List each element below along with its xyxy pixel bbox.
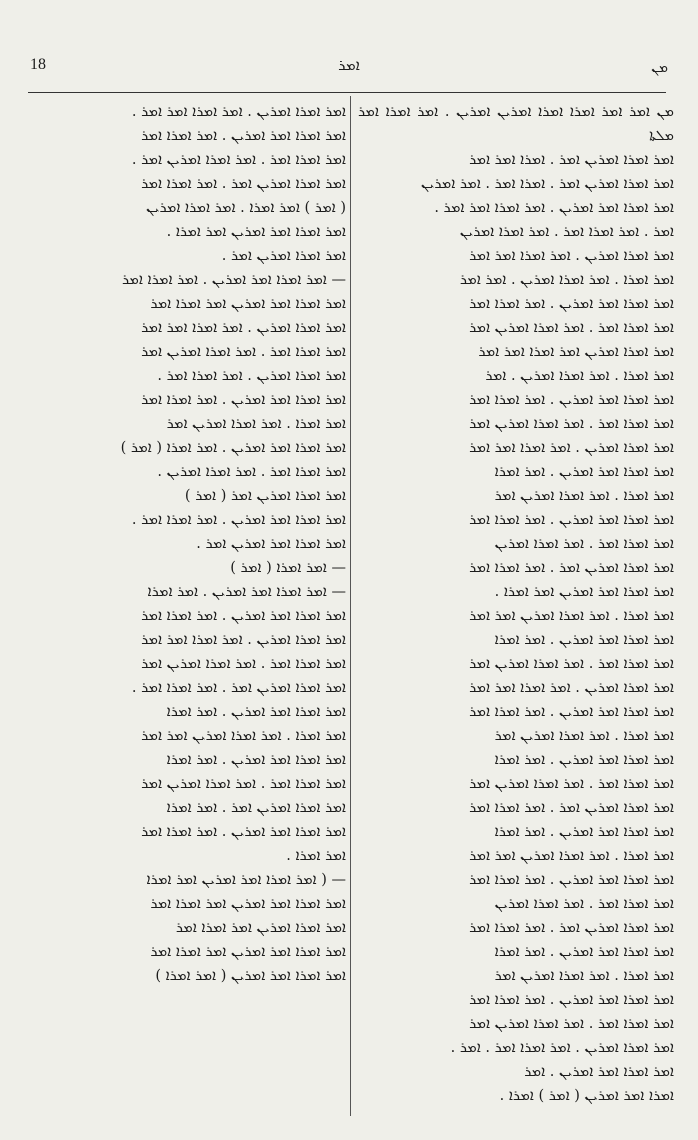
text-line: — ( ܐܡܪ ܐܡܪܐ ܐܡܪ ܐܡܪܝܢ ܐܡܪ ܐܡܪܐ <box>146 872 346 888</box>
text-line: ܐܡܪ ܐܡܪܐ . ܐܡܪ ܐܡܪܐ ܐܡܪܝܢ . ܐܡܪ ܐܡܪ <box>459 272 674 288</box>
text-line: ܐܡܪ ܐܡܪܐ ܐܡܪ ܐܡܪܝܢ . ܐܡܪ ܐܡܪܐ <box>494 464 674 480</box>
text-line: ܐܡܪ ܐܡܪܐ ܐܡܪ ܐܡܪܝܢ . ܐܡܪ ܐܡܪܐ <box>494 752 674 768</box>
text-line: — ܐܡܪ ܐܡܪܐ ( ܐܡܪ ) <box>230 560 346 576</box>
text-line: ( ܐܡܪ ) ܐܡܪ ܐܡܪܐ . ܐܡܪ ܐܡܪܐ ܐܡܪܝܢ <box>146 200 346 216</box>
text-line: ܐܡܪ ܐܡܪܐ ܐܡܪ ܐܡܪܝܢ . ܐܡܪ ܐܡܪܐ ܐܡܪ . <box>131 512 346 528</box>
text-line: ܐܡܪ ܐܡܪܐ ܐܡܪ ܐܡܪܝܢ ܐܡܪ . <box>196 536 346 552</box>
text-line: ܐܡܪ ܐܡܪܐ ܐܡܪ ܐܡܪܝܢ . ܐܡܪ ܐܡܪܐ ܐܡܪ ܐܡܪ . <box>434 200 674 216</box>
running-title: ܐܡܪ <box>338 56 360 74</box>
text-line: ܐܡܪ ܐܡܪܐ ܐܡܪ ܐܡܪܝܢ . ܐܡܪ ܐܡܪܐ ܐܡܪ <box>469 872 674 888</box>
text-line: ܐܡܪ ܐܡܪܐ ܐܡܪܝܢ ܐܡܪ . ܐܡܪ ܐܡܪܐ ܐܡܪ <box>469 920 674 936</box>
text-line: ܐܡܪ ܐܡܪܐ ܐܡܪܝܢ ܐܡܪ . ܐܡܪܐ ܐܡܪ . ܐܡܪ ܐܡܪܝܢ <box>420 176 674 192</box>
text-line: ܐܡܪ ܐܡܪܐ ܐܡܪܝܢ . ܐܡܪ ܐܡܪܐ ܐܡܪ ܐܡܪ <box>141 320 346 336</box>
text-line: ܐܡܪ ܐܡܪܐ ܐܡܪ . ܐܡܪ ܐܡܪܐ ܐܡܪܝܢ ܐܡܪ . <box>131 152 346 168</box>
text-line: ܐܡܪ ܐܡܪܐ ܐܡܪܝܢ . ܐܡܪ ܐܡܪܐ ܐܡܪ . <box>157 368 346 384</box>
text-line: ܐܡܪ ܐܡܪܐ ܐܡܪ . ܐܡܪ ܐܡܪܐ ܐܡܪܝܢ <box>494 536 674 552</box>
text-line: ܐܡܪ ܐܡܪܐ ܐܡܪ . ܐܡܪ ܐܡܪܐ ܐܡܪܝܢ <box>494 896 674 912</box>
text-line: ܐܡܪ ܐܡܪܐ ܐܡܪܝܢ ܐܡܪ ( ܐܡܪ ) <box>184 488 346 504</box>
text-line: ܐܡܪ ܐܡܪܐ . ܐܡܪ ܐܡܪܐ ܐܡܪܝܢ ܐܡܪ ܐܡܪ <box>469 848 674 864</box>
text-line: ܐܡܪ ܐܡܪܐ . ܐܡܪ ܐܡܪܐ ܐܡܪܝܢ ܐܡܪ <box>494 488 674 504</box>
text-line: ܐܡܪ ܐܡܪܐ . ܐܡܪ ܐܡܪܐ ܐܡܪܝܢ . ܐܡܪ <box>485 368 674 384</box>
text-line: ܐܡܪ ܐܡܪܐ ܐܡܪ . ܐܡܪ ܐܡܪܐ ܐܡܪܝܢ ܐܡܪ <box>469 320 674 336</box>
text-line: ܐܡܪ ܐܡܪܐ ܐܡܪ . ܐܡܪ ܐܡܪܐ ܐܡܪܝܢ ܐܡܪ <box>141 776 346 792</box>
text-line: ܐܡܪ ܐܡܪܐ ܐܡܪ ܐܡܪܝܢ . ܐܡܪ ܐܡܪܐ ܐܡܪ <box>469 296 674 312</box>
catchword: ܡܢ <box>651 60 668 76</box>
text-line: ܐܡܪ ܐܡܪܐ ܐܡܪ . ܐܡܪ ܐܡܪܐ ܐܡܪܝܢ ܐܡܪ <box>141 344 346 360</box>
text-line: ܐܡܪ ܐܡܪܐ . <box>286 848 346 864</box>
text-line: ܐܡܪ ܐܡܪܐ ܐܡܪ ܐܡܪܝܢ ܐܡܪ ܐܡܪܐ . <box>494 584 674 600</box>
text-line: ܐܡܪ ܐܡܪܐ ܐܡܪ ܐܡܪܝܢ . ܐܡܪ ܐܡܪܐ ܐܡܪ <box>141 824 346 840</box>
text-line: ܐܡܪ ܐܡܪܐ . ܐܡܪ ܐܡܪܐ ܐܡܪܝܢ ܐܡܪ <box>166 416 346 432</box>
text-line: ܐܡܪ ܐܡܪܐ ܐܡܪ ܐܡܪܝܢ . ܐܡܪ ܐܡܪܐ ܐܡܪ <box>141 128 346 144</box>
text-line: ܐܡܪ ܐܡܪܐ ܐܡܪܝܢ ܐܡܪ . ܐܡܪ ܐܡܪܐ ܐܡܪ . <box>131 680 346 696</box>
text-line: ܐܡܪ ܐܡܪܐ ܐܡܪ ܐܡܪܝܢ . ܐܡܪ <box>524 1064 674 1080</box>
text-line: ܐܡܪ ܐܡܪܐ ܐܡܪ ܐܡܪܝܢ . ܐܡܪ ܐܡܪܐ <box>166 752 346 768</box>
text-line: ܐܡܪ ܐܡܪܐ ܐܡܪ ܐܡܪܝܢ ( ܐܡܪ ܐܡܪܐ ) <box>155 968 346 984</box>
text-line: ܡܢ ܐܡܪ ܐܡܪ ܐܡܪܐ ܐܡܪܐ ܐܡܪܝܢ ܐܡܪܝܢ . ܐܡܪ ܐܡܪܐ ܐܡܪ ܡܠܬܐ <box>358 104 674 144</box>
text-line: ܐܡܪ . ܐܡܪ ܐܡܪܐ ܐܡܪ . ܐܡܪ ܐܡܪܐ ܐܡܪܝܢ <box>459 224 674 240</box>
text-line: ܐܡܪ ܐܡܪܐ ܐܡܪܝܢ ܐܡܪ . ܐܡܪ ܐܡܪܐ <box>166 800 346 816</box>
text-line: ܐܡܪ ܐܡܪܐ ܐܡܪܝܢ . ܐܡܪ ܐܡܪܐ ܐܡܪ ܐܡܪ <box>141 632 346 648</box>
text-line: ܐܡܪ ܐܡܪܐ ܐܡܪ . ܐܡܪ ܐܡܪܐ ܐܡܪܝܢ ܐܡܪ <box>469 416 674 432</box>
text-line: ܐܡܪ ܐܡܪܐ . ܐܡܪ ܐܡܪܐ ܐܡܪܝܢ ܐܡܪ <box>494 728 674 744</box>
text-line: ܐܡܪ ܐܡܪܐ ܐܡܪܝܢ ܐܡܪ . ܐܡܪܐ ܐܡܪ ܐܡܪ <box>469 152 674 168</box>
text-line: ܐܡܪ ܐܡܪܐ ܐܡܪ ܐܡܪܝܢ ܐܡܪ ܐܡܪܐ ܐܡܪ <box>150 944 346 960</box>
text-line: ܐܡܪ ܐܡܪܐ ܐܡܪ ܐܡܪܝܢ . ܐܡܪ ܐܡܪܐ <box>494 944 674 960</box>
text-line: ܐܡܪ ܐܡܪܐ ܐܡܪ . ܐܡܪ ܐܡܪܐ ܐܡܪܝܢ ܐܡܪ <box>469 1016 674 1032</box>
text-line: ܐܡܪ ܐܡܪܐ ܐܡܪ . ܐܡܪ ܐܡܪܐ ܐܡܪܝܢ ܐܡܪ <box>469 656 674 672</box>
text-line: ܐܡܪ ܐܡܪܐ ܐܡܪ ܐܡܪܝܢ . ܐܡܪ ܐܡܪܐ ܐܡܪ <box>469 392 674 408</box>
text-line: ܐܡܪ ܐܡܪܐ ܐܡܪܝܢ . ܐܡܪ ܐܡܪܐ ܐܡܪ . ܐܡܪ . <box>450 1040 674 1056</box>
text-line: ܐܡܪ ܐܡܪܐ . ܐܡܪ ܐܡܪܐ ܐܡܪܝܢ ܐܡܪ ܐܡܪ <box>141 728 346 744</box>
text-line: ܐܡܪ ܐܡܪܐ ܐܡܪ . ܐܡܪ ܐܡܪܐ ܐܡܪܝܢ ܐܡܪ <box>141 656 346 672</box>
text-line: ܐܡܪ ܐܡܪܐ ܐܡܪ ܐܡܪܝܢ . ܐܡܪ ܐܡܪܐ ܐܡܪ <box>469 992 674 1008</box>
text-line: ܐܡܪ ܐܡܪܐ ܐܡܪܝܢ . ܐܡܪ ܐܡܪܐ ܐܡܪ ܐܡܪ <box>469 248 674 264</box>
text-line: ܐܡܪ ܐܡܪܐ ܐܡܪ ܐܡܪܝܢ ܐܡܪ ܐܡܪܐ . <box>166 224 346 240</box>
text-line: ܐܡܪܐ ܐܡܪ ܐܡܪܝܢ ( ܐܡܪ ) ܐܡܪܐ . <box>499 1088 674 1104</box>
text-line: ܐܡܪ ܐܡܪܐ ܐܡܪܝܢ . ܐܡܪ ܐܡܪܐ ܐܡܪ ܐܡܪ <box>469 680 674 696</box>
right-column <box>358 100 674 1108</box>
text-line: ܐܡܪ ܐܡܪܐ ܐܡܪܝܢ . ܐܡܪ ܐܡܪܐ ܐܡܪ ܐܡܪ <box>469 440 674 456</box>
text-line: ܐܡܪ ܐܡܪܐ ܐܡܪ ܐܡܪܝܢ ܐܡܪ ܐܡܪܐ ܐܡܪ <box>150 896 346 912</box>
text-line: ܐܡܪ ܐܡܪܐ ܐܡܪ ܐܡܪܝܢ . ܐܡܪ ܐܡܪܐ ܐܡܪ <box>141 608 346 624</box>
header-rule <box>28 92 666 93</box>
left-column <box>30 100 346 988</box>
text-line: ܐܡܪ ܐܡܪܐ ܐܡܪ ܐܡܪܝܢ . ܐܡܪ ܐܡܪܐ <box>494 824 674 840</box>
text-line: ܐܡܪ ܐܡܪܐ ܐܡܪ ܐܡܪܝܢ . ܐܡܪ ܐܡܪܐ ܐܡܪ <box>141 392 346 408</box>
text-line: ܐܡܪ ܐܡܪܐ . ܐܡܪ ܐܡܪܐ ܐܡܪܝܢ ܐܡܪ ܐܡܪ <box>469 608 674 624</box>
text-line: ܐܡܪ ܐܡܪܐ ܐܡܪ . ܐܡܪ ܐܡܪܐ ܐܡܪܝܢ . <box>157 464 346 480</box>
text-line: ܐܡܪ ܐܡܪܐ ܐܡܪܝܢ . ܐܡܪ ܐܡܪܐ ܐܡܪ ܐܡܪ . <box>131 104 346 120</box>
text-line: ܐܡܪ ܐܡܪܐ ܐܡܪܝܢ ܐܡܪ ܐܡܪܐ ܐܡܪ ܐܡܪ <box>478 344 674 360</box>
column-divider <box>350 96 351 1116</box>
text-line: — ܐܡܪ ܐܡܪܐ ܐܡܪ ܐܡܪܝܢ . ܐܡܪ ܐܡܪܐ ܐܡܪ <box>121 272 346 288</box>
text-line: ܐܡܪ ܐܡܪܐ ܐܡܪܝܢ ܐܡܪ . ܐܡܪ ܐܡܪܐ ܐܡܪ <box>469 560 674 576</box>
text-line: ܐܡܪ ܐܡܪܐ ܐܡܪ ܐܡܪܝܢ ܐܡܪ ܐܡܪܐ ܐܡܪ <box>150 296 346 312</box>
page-header <box>30 54 668 84</box>
text-line: ܐܡܪ ܐܡܪܐ ܐܡܪ ܐܡܪܝܢ . ܐܡܪ ܐܡܪܐ ܐܡܪ <box>469 512 674 528</box>
text-line: ܐܡܪ ܐܡܪܐ ܐܡܪ ܐܡܪܝܢ . ܐܡܪ ܐܡܪܐ <box>494 632 674 648</box>
text-line: ܐܡܪ ܐܡܪܐ ܐܡܪܝܢ ܐܡܪ . <box>221 248 346 264</box>
text-line: ܐܡܪ ܐܡܪܐ ܐܡܪ ܐܡܪܝܢ . ܐܡܪ ܐܡܪܐ <box>166 704 346 720</box>
text-line: ܐܡܪ ܐܡܪܐ ܐܡܪܝܢ ܐܡܪ . ܐܡܪ ܐܡܪܐ ܐܡܪ <box>141 176 346 192</box>
text-line: ܐܡܪ ܐܡܪܐ . ܐܡܪ ܐܡܪܐ ܐܡܪܝܢ ܐܡܪ <box>494 968 674 984</box>
text-line: ܐܡܪ ܐܡܪܐ ܐܡܪܝܢ ܐܡܪ ܐܡܪܐ ܐܡܪ <box>175 920 346 936</box>
text-line: ܐܡܪ ܐܡܪܐ ܐܡܪܝܢ ܐܡܪ . ܐܡܪ ܐܡܪܐ ܐܡܪ <box>469 800 674 816</box>
text-line: ܐܡܪ ܐܡܪܐ ܐܡܪ ܐܡܪܝܢ . ܐܡܪ ܐܡܪܐ ( ܐܡܪ ) <box>120 440 346 456</box>
text-line: — ܐܡܪ ܐܡܪܐ ܐܡܪ ܐܡܪܝܢ . ܐܡܪ ܐܡܪܐ <box>147 584 346 600</box>
text-line: ܐܡܪ ܐܡܪܐ ܐܡܪ . ܐܡܪ ܐܡܪܐ ܐܡܪܝܢ ܐܡܪ <box>469 776 674 792</box>
page-number: 18 <box>30 56 46 73</box>
text-line: ܐܡܪ ܐܡܪܐ ܐܡܪ ܐܡܪܝܢ . ܐܡܪ ܐܡܪܐ ܐܡܪ <box>469 704 674 720</box>
